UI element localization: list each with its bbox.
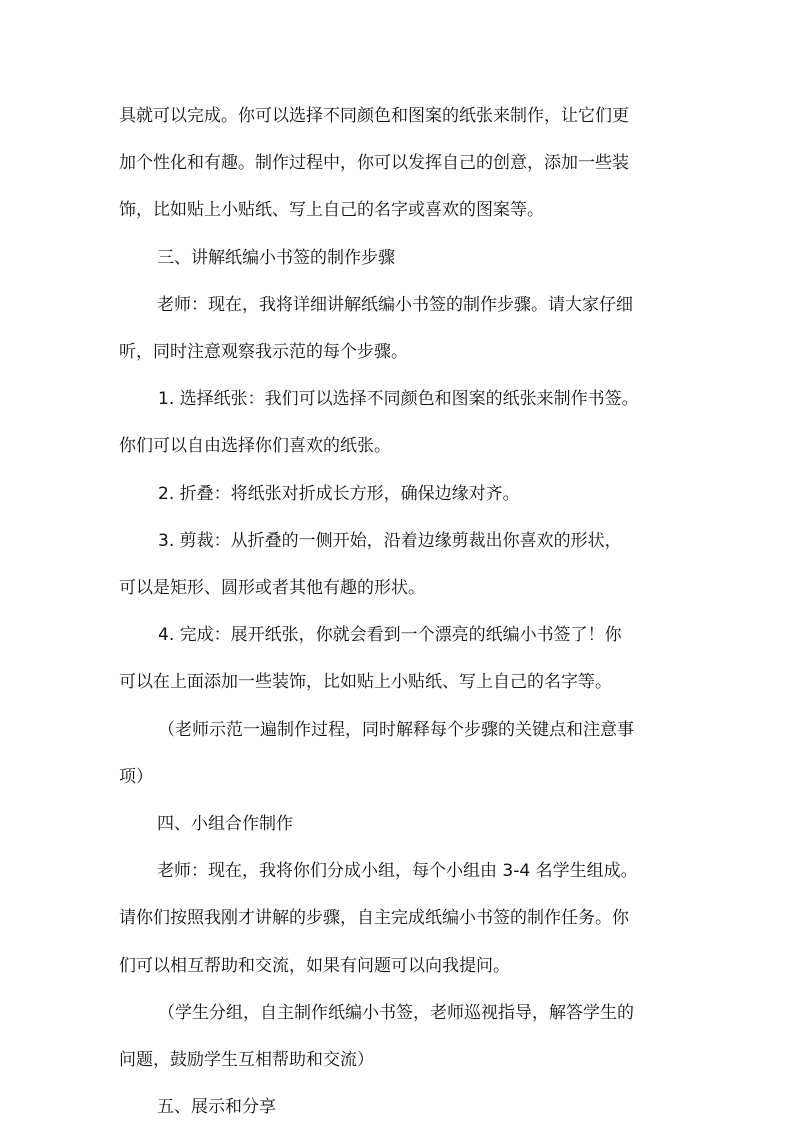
step-item: 4. 完成：展开纸张，你就会看到一个漂亮的纸编小书签了！你 — [158, 625, 622, 645]
note-line: （学生分组，自主制作纸编小书签，老师巡视指导，解答学生的 — [158, 1003, 634, 1023]
step-item: 1. 选择纸张：我们可以选择不同颜色和图案的纸张来制作书签。 — [158, 389, 639, 409]
note-line: 问题，鼓励学生互相帮助和交流） — [119, 1050, 374, 1070]
paragraph-line: 饰，比如贴上小贴纸、写上自己的名字或喜欢的图案等。 — [119, 200, 544, 220]
paragraph-line: 们可以相互帮助和交流，如果有问题可以向我提问。 — [119, 956, 510, 976]
step-item: 2. 折叠：将纸张对折成长方形，确保边缘对齐。 — [158, 484, 520, 504]
section-heading: 三、讲解纸编小书签的制作步骤 — [157, 248, 395, 268]
step-item: 3. 剪裁：从折叠的一侧开始，沿着边缘剪裁出你喜欢的形状， — [158, 531, 622, 551]
paragraph-line: 具就可以完成。你可以选择不同颜色和图案的纸张来制作，让它们更 — [119, 106, 629, 126]
paragraph-line: 你们可以自由选择你们喜欢的纸张。 — [119, 436, 391, 456]
paragraph-line: 老师：现在，我将详细讲解纸编小书签的制作步骤。请大家仔细 — [157, 295, 633, 315]
paragraph-line: 可以在上面添加一些装饰，比如贴上小贴纸、写上自己的名字等。 — [119, 672, 612, 692]
paragraph-line: 请你们按照我刚才讲解的步骤，自主完成纸编小书签的制作任务。你 — [119, 908, 629, 928]
note-line: 项） — [119, 767, 153, 787]
paragraph-line: 听，同时注意观察我示范的每个步骤。 — [119, 342, 408, 362]
section-heading: 五、展示和分享 — [157, 1097, 276, 1117]
section-heading: 四、小组合作制作 — [157, 814, 293, 834]
paragraph-line: 加个性化和有趣。制作过程中，你可以发挥自己的创意，添加一些装 — [119, 153, 629, 173]
note-line: （老师示范一遍制作过程，同时解释每个步骤的关键点和注意事 — [158, 720, 634, 740]
paragraph-line: 可以是矩形、圆形或者其他有趣的形状。 — [119, 578, 425, 598]
paragraph-line: 老师：现在，我将你们分成小组，每个小组由 3-4 名学生组成。 — [157, 861, 638, 881]
